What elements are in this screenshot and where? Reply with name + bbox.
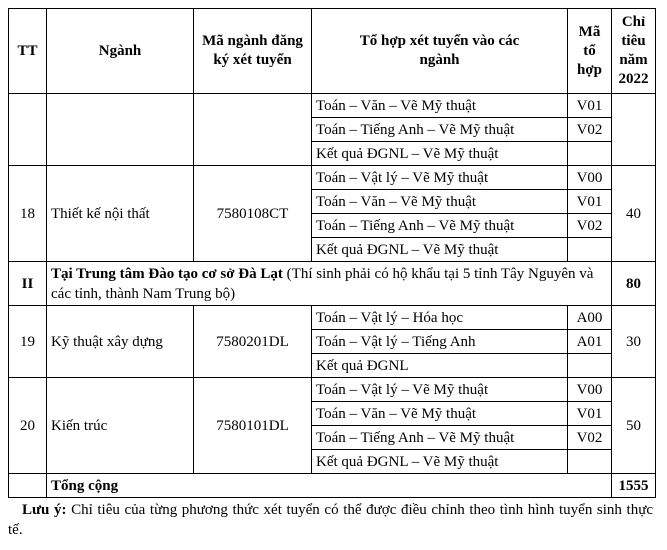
section-chi-tieu: 80 [612,262,656,306]
note-paragraph [8,500,653,540]
header-nganh: Ngành [47,9,194,94]
note-label: Lưu ý: [22,502,67,518]
cell-to-hop: Toán – Vật lý – Vẽ Mỹ thuật [312,378,568,402]
cell-ma-to-hop: V02 [568,118,612,142]
section-detail: (Thí sinh phải có hộ khẩu tại 5 tỉnh Tây Nguyên và các tỉnh, thành Nam Trung bộ) [51,265,594,302]
table-row [9,306,656,330]
header-tt: TT [9,9,47,94]
cell-ma-to-hop: V01 [568,190,612,214]
admission-table [8,8,656,498]
total-label: Tổng cộng [47,474,612,498]
table-body [9,94,656,498]
cell-to-hop: Toán – Tiếng Anh – Vẽ Mỹ thuật [312,214,568,238]
cell-to-hop: Toán – Văn – Vẽ Mỹ thuật [312,94,568,118]
cell-nganh: Thiết kế nội thất [47,166,194,262]
cell-ma-to-hop: V02 [568,214,612,238]
cell-to-hop: Toán – Tiếng Anh – Vẽ Mỹ thuật [312,118,568,142]
section-title-cell [47,262,612,306]
cell-to-hop: Toán – Vật lý – Hóa học [312,306,568,330]
cell-to-hop: Toán – Văn – Vẽ Mỹ thuật [312,190,568,214]
note-text: Chỉ tiêu của từng phương thức xét tuyển có thể được điều chỉnh theo tình hình tuyển sinh thực tế. [8,502,654,538]
table-row [9,378,656,402]
cell-ma-nganh-empty [194,94,312,166]
table-row [9,94,656,118]
cell-tt: 19 [9,306,47,378]
header-ma-nganh: Mã ngành đăng ký xét tuyển [194,9,312,94]
cell-nganh: Kiến trúc [47,378,194,474]
cell-to-hop: Toán – Vật lý – Vẽ Mỹ thuật [312,166,568,190]
cell-chi-tieu: 30 [612,306,656,378]
cell-ma-to-hop: A01 [568,330,612,354]
header-ma-to-hop: Mã tổ hợp [568,9,612,94]
cell-tt: 20 [9,378,47,474]
cell-ma-to-hop: V02 [568,426,612,450]
cell-nganh: Kỹ thuật xây dựng [47,306,194,378]
cell-chi-tieu: 40 [612,166,656,262]
cell-to-hop: Kết quả ĐGNL – Vẽ Mỹ thuật [312,450,568,474]
section-row [9,262,656,306]
cell-to-hop: Kết quả ĐGNL – Vẽ Mỹ thuật [312,238,568,262]
cell-chi-tieu-empty [612,94,656,166]
cell-ma-to-hop [568,142,612,166]
cell-to-hop: Kết quả ĐGNL – Vẽ Mỹ thuật [312,142,568,166]
total-row [9,474,656,498]
cell-ma-to-hop [568,238,612,262]
cell-tt: 18 [9,166,47,262]
header-chi-tieu: Chỉ tiêu năm 2022 [612,9,656,94]
cell-to-hop: Toán – Văn – Vẽ Mỹ thuật [312,402,568,426]
cell-nganh-empty [47,94,194,166]
total-tt-empty [9,474,47,498]
cell-ma-to-hop: V01 [568,402,612,426]
table-row [9,166,656,190]
section-title: Tại Trung tâm Đào tạo cơ sở Đà Lạt [51,265,283,282]
cell-ma-nganh: 7580201DL [194,306,312,378]
cell-to-hop: Kết quả ĐGNL [312,354,568,378]
cell-ma-nganh: 7580108CT [194,166,312,262]
cell-chi-tieu: 50 [612,378,656,474]
cell-to-hop: Toán – Vật lý – Tiếng Anh [312,330,568,354]
cell-ma-nganh: 7580101DL [194,378,312,474]
cell-ma-to-hop [568,450,612,474]
header-row [9,9,656,94]
cell-ma-to-hop: V01 [568,94,612,118]
cell-ma-to-hop: V00 [568,378,612,402]
cell-ma-to-hop [568,354,612,378]
section-tt: II [9,262,47,306]
total-value: 1555 [612,474,656,498]
cell-tt-empty [9,94,47,166]
header-to-hop: Tổ hợp xét tuyển vào các ngành [312,9,568,94]
cell-ma-to-hop: A00 [568,306,612,330]
cell-to-hop: Toán – Tiếng Anh – Vẽ Mỹ thuật [312,426,568,450]
cell-ma-to-hop: V00 [568,166,612,190]
